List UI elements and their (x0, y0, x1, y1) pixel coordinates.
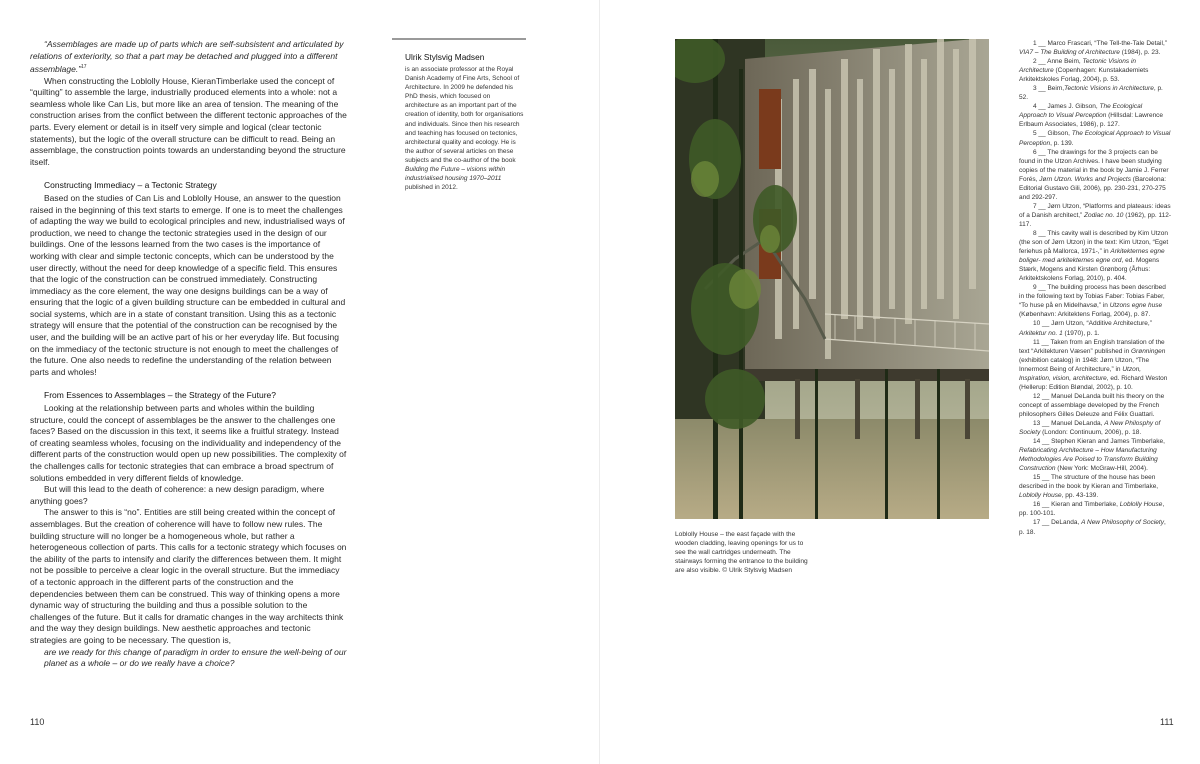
section-heading: Constructing Immediacy – a Tectonic Strategy (44, 180, 217, 191)
endnotes (1019, 39, 1171, 537)
body-paragraph: Looking at the relationship between parts and wholes within the building structure, could the concept of assemblages be the answer to the challenges one faces? Based on the discussion in this text, it seems like a fruitful strategy. Instead of creating seamless wholes, focusing on the individuality and independency of the different parts of the construction would open up new possibilities. The complexity of the challenges calls for tectonic strategies that can embrace a broad spectrum of solutions embedded in very different fields of knowledge. (30, 403, 347, 483)
photo-caption: Loblolly House – the east façade with the wooden cladding, leaving openings for us to see the wall cartridges underneath. The stairways forming the entrance to the building are also visible. © Ulrik Stylsvig Madsen (675, 531, 808, 575)
body-paragraph: The answer to this is “no”. Entities are still being created within the concept of assemblages. But the creation of coherence will have to follow new rules. The building structure will no longer be a homogeneous whole, but rather a heterogeneous collection of parts. This calls for a tectonic strategy which focuses on the ability of the parts to intensify and clarify the differences between them. It might not be possible to perceive a clear logic in the overall structure. But the immediacy of a tectonic approach in the different parts of the construction and the dependencies between them can be construed. This way of thinking opens a more dynamic way of structuring the building and thus a possible solution to the challenges of the future. But it calls for dramatic changes in the way architects think and the way they design buildings. New aesthetic approaches and tectonic strategies are going to be necessary. The question is, (30, 507, 347, 645)
page-number: 111 (1160, 717, 1174, 727)
endnote: 14 __ Stephen Kieran and James Timberlake, Refabricating Architecture – How Manufacturing Methodologies Are Poised to Transform Building Construction (New York: McGraw-Hill, 2004). (1019, 438, 1165, 473)
author-name: Ulrik Stylsvig Madsen (405, 52, 485, 62)
loblolly-house-photo (675, 39, 989, 519)
body-paragraph: Based on the studies of Can Lis and Loblolly House, an answer to the question raised in the beginning of this text starts to emerge. If one is to meet the challenges of adapting the way we build to ecological principles and new, industrialised ways of production, we need to change the tectonic strategies used in the design of our buildings. One of the lessons learned from the two cases is the importance of working with clear and simple tectonic concepts, which can be understood by the user directly, without the need for deep knowledge of a specific field. This ensures that the logic of the construction can be construed immediately. Constructing immediacy as the core element, the way one designs buildings can be a way of ensuring that the logic of a given building structure can be embedded in cultural and social systems, which are in a state of constant transition. Using this as a tectonic strategy will ensure that the potential of the construction can be recognised by the user, and the building will be an active part of his or her everyday life. But focusing on the immediacy of the tectonic structure is not enough to meet the challenges of the future. One also needs to redefine the understanding of the relation between parts and wholes! (30, 192, 346, 377)
endnote: 9 __ The building process has been described in the following text by Tobias Faber: Tobias Faber, “To huse på en Midelhavsø,” in Utzons egne huse (København: Arkitektens Forlag, 2004), p. 87. (1019, 284, 1166, 319)
author-bio (392, 38, 526, 192)
endnote: 7 __ Jørn Utzon, “Platforms and plateaus: ideas of a Danish architect,” Zodiac no. 10 (1962), pp. 112-117. (1019, 202, 1171, 228)
body-paragraph: When constructing the Loblolly House, KieranTimberlake used the concept of “quilting” to assemble the large, industrially produced elements into a whole: not a seamless whole like Can Lis, but more like an area of tension. The meaning of the construction arises from the conflict between the different tectonic approaches of the parts. Every element or detail is in itself very simple and logical (clear tectonic statements), but the logic of the overall structure can be difficult to read. Being an assemblage, the construction points towards an understanding beyond the structure itself. (30, 75, 347, 167)
endnote: 3 __ Beim,Tectonic Visions in Architecture, p. 52. (1019, 85, 1163, 102)
divider (392, 38, 526, 40)
footnote-marker: 17 (81, 64, 87, 71)
endnote: 13 __ Manuel DeLanda, A New Philosphy of Society (London: Continuum, 2006), p. 18. (1019, 419, 1161, 437)
endnote: 6 __ The drawings for the 3 projects can be found in the Utzon Archives. I have been studying copies of the material in the book by Jamie J. Ferrer Forés, Jørn Utzon. Works and Projects (Barcelona: Editorial Gustavo Gili, 2006), pp. 230-231, 270-275 and 292-297. (1019, 148, 1169, 201)
endnote: 16 __ Kieran and Timberlake, Loblolly House, pp. 100-101. (1019, 501, 1165, 518)
endnote: 4 __ James J. Gibson, The Ecological Approach to Visual Perception (Hillsdal: Lawrence Erlbaum Associates, 1986), p. 127. (1019, 103, 1164, 129)
endnote: 5 __ Gibson, The Ecological Approach to Visual Perception, p. 139. (1019, 130, 1171, 147)
book-title: Building the Future – visions within industrialised housing 1970–2011 (405, 166, 506, 183)
endnote: 2 __ Anne Beim, Tectonic Visions in Architecture (Copenhagen: Kunstakademiets Arkitektskoles Forlag, 2004), p. 53. (1019, 58, 1149, 84)
endnote: 15 __ The structure of the house has been described in the book by Kieran and Timberlake, Loblolly House, pp. 43-139. (1019, 474, 1159, 500)
closing-quote: are we ready for this change of paradigm in order to ensure the well-being of our planet as a whole – or do we really have a choice? (44, 646, 347, 669)
endnote: 11 __ Taken from an English translation of the text “Arkitekturen Væsen” published in Grønningen (exhibition catalog) in 1948: Jørn Utzon, “The Innermost Being of Architecture,” in Utzon, Inspiration, vision, architecture, ed. Richard Weston (Hellerup: Edition Bløndal, 2002), p. 10. (1019, 338, 1168, 391)
endnote: 12 __ Manuel DeLanda built his theory on the concept of assemblage developed by the French philosophers Gilles Deleuze and Félix Guattari. (1019, 392, 1165, 418)
main-text-column (30, 39, 348, 670)
endnote: 1 __ Marco Frascari, “The Tell-the-Tale Detail,” VIA7 – The Building of Architecture (1984), p. 23. (1019, 40, 1167, 57)
endnote: 10 __ Jørn Utzon, “Additive Architecture,” Arkitektur no. 1 (1970), p. 1. (1019, 320, 1152, 337)
opening-quote: “Assemblages are made up of parts which are self-subsistent and articulated by relations of exteriority, so that a part may be detached and plugged into a different assemblage.”$^{17}$ (30, 39, 344, 75)
endnote: 8 __ This cavity wall is described by Kim Utzon (the son of Jørn Utzon) in the text: Kim Utzon, “Eget feriehus på Mallorca, 1971-,” in Arkitekternes egne boliger- med arkitekternes egne ord, ed. Mogens Stærk, Mogens and Kirsten Grønborg (Århus: Arkitektskolens Forlag, 2010), p. 404. (1019, 229, 1169, 283)
section-heading: From Essences to Assemblages – the Strategy of the Future? (44, 390, 276, 401)
author-bio-text: is an associate professor at the Royal Danish Academy of Fine Arts, School of Architecture. In 2009 he defended his PhD thesis, which focused on architecture as an important part of the creation of identity, both for organisations and individuals. Since then his research and teaching has focused on tectonics, architectural quality and ecology. He is the author of several articles on these subjects and the co-author of the book Building the Future – visions within industrialised housing 1970–2011 published in 2012. (405, 66, 524, 192)
endnote: 17 __ DeLanda, A New Philosophy of Society, p. 18. (1019, 519, 1166, 536)
body-paragraph: But will this lead to the death of coherence: a new design paradigm, where anything goes? (30, 484, 325, 506)
page-number: 110 (30, 717, 45, 727)
